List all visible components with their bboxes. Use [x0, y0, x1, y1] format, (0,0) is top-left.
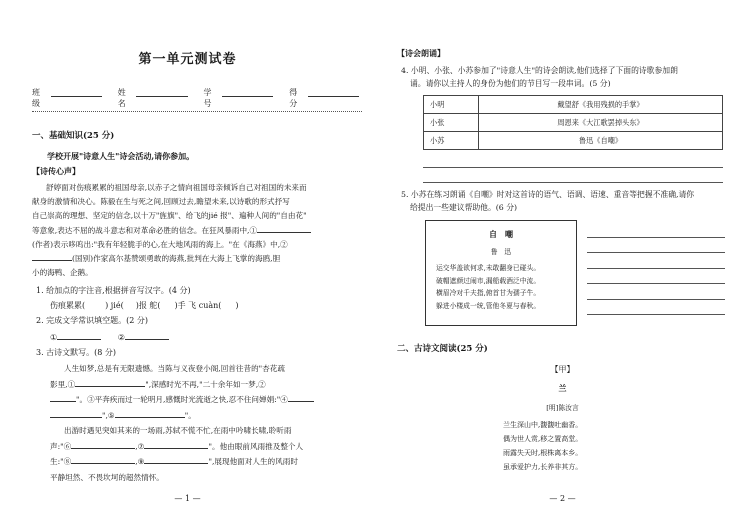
q3-body: [50, 361, 358, 485]
poem-line: 运交华盖欲何求,未敢翻身已碰头。: [436, 264, 541, 272]
q1-item-2: ): [105, 301, 109, 310]
recital-subhead: 【诗会朗诵】: [397, 48, 445, 58]
blank-author[interactable]: [257, 224, 311, 233]
q2-blank-b[interactable]: [125, 331, 169, 340]
q3-line-2: [50, 377, 358, 393]
q3-line-7a: 生:"⑧: [50, 457, 72, 466]
passage: [32, 181, 357, 280]
q3-blank-4b[interactable]: [50, 409, 102, 418]
q5-answer-lines[interactable]: [587, 222, 725, 315]
q3-blank-1[interactable]: [75, 378, 145, 387]
table-row: [424, 132, 723, 150]
section1-heading: 一、基础知识(25 分): [32, 131, 115, 141]
passage-line-3b: jié 报"、遍种人间的"自由花": [208, 211, 307, 221]
score-label: 得分: [289, 88, 298, 108]
poem-line: 横眉冷对千夫指,俯首甘为孺子牛。: [436, 289, 541, 297]
q2-blank-a[interactable]: [57, 331, 101, 340]
answer-line[interactable]: [587, 238, 725, 254]
poem2-line: 虽承爱护力,长养非其方。: [503, 463, 583, 471]
name-field[interactable]: [136, 87, 187, 97]
passage-line-6: [32, 252, 357, 266]
dotted-divider: [32, 111, 362, 112]
q3-line-6a: 声:"⑥: [50, 441, 72, 451]
poem-title: 自 嘲: [489, 229, 513, 239]
id-field[interactable]: [222, 87, 273, 97]
q4-prompt: [401, 64, 731, 90]
table-cell-poem: 鲁迅《自嘲》: [479, 132, 723, 150]
q1-item-5: 舵(: [149, 301, 161, 310]
q3-line-6b: ,⑦: [135, 441, 145, 451]
q3-line-3: [50, 392, 358, 408]
page-number-1: — 1 —: [174, 494, 201, 503]
poem-jia-label: 【甲】: [550, 365, 575, 374]
q1-item-1: 伤痕累累(: [50, 301, 86, 310]
q1-item-4: )报: [135, 301, 147, 310]
table-cell-name: 小苏: [424, 132, 479, 150]
q3-line-3a: "。③平奔疾而过一轮明月,感慨时光流逝之快,忍不住问婵娟:"④: [76, 395, 288, 404]
q2-blanks: [50, 331, 169, 342]
q3-label: 3. 古诗文默写。(8 分): [36, 348, 117, 357]
q3-line-7: [50, 454, 358, 470]
passage-line-4: [32, 224, 357, 238]
poem-line: 躲进小楼成一统,管他冬夏与春秋。: [436, 301, 541, 310]
name-label: 姓名: [117, 88, 126, 108]
score-field[interactable]: [308, 87, 359, 97]
passage-line-6a: (国别)作家高尔基赞颂勇敢的海燕,批判在大海上飞掌的海鸥,胆: [72, 254, 281, 264]
q2-mark-b: ②: [117, 333, 125, 342]
q5-prompt: [401, 188, 731, 214]
answer-line[interactable]: [587, 300, 725, 316]
q3-line-4b: "。: [184, 410, 196, 420]
poem-box-zichao: [425, 220, 577, 326]
answer-line[interactable]: [423, 152, 723, 168]
passage-line-5: (作者)表示哆呜出:"我有年轻脆手的心,在大地风雨的海上。"在《海燕》中,②: [32, 239, 288, 249]
q3-blank-5[interactable]: [115, 409, 185, 418]
poem2-line: 雨露失天时,根株离本乡。: [503, 449, 583, 457]
table-row: [424, 114, 723, 132]
class-label: 班级: [32, 88, 40, 108]
poem2-line: 兰生深山中,馥馥吐幽香。: [503, 421, 583, 429]
q3-line-7b: ,⑨: [135, 457, 145, 466]
q5-line-2: 给提出一些建议帮助他。(6 分): [410, 203, 518, 212]
class-field[interactable]: [51, 87, 102, 97]
q1-item-7: 飞 cuàn(: [188, 301, 222, 310]
q3-line-2b: ",深感时光不再,"二十余年如一梦,②: [145, 379, 266, 389]
passage-line-3: [32, 209, 357, 223]
passage-line-3a: 自己崇高的理想、坚定的信念,以十万"旌旗"、给飞的: [32, 211, 209, 221]
table-cell-poem: 周恩来《大江歌罢掉头东》: [479, 114, 723, 132]
right-page: [375, 0, 750, 530]
q1-label: 1. 给加点的字注音,根据拼音写汉字。(4 分): [36, 286, 191, 295]
q3-line-4: [50, 408, 358, 424]
poem-lines: [426, 262, 576, 312]
section1-subhead: 【诗传心声】: [32, 166, 80, 176]
table-row: [424, 96, 723, 114]
page-title: 第一单元测试卷: [138, 52, 237, 67]
poem-author: 鲁 迅: [490, 248, 512, 256]
student-info-row: [32, 87, 375, 109]
q4-line-1: 4. 小明、小张、小苏参加了"诗意人生"的诗会朗读,他们选择了下面的诗歌参加朗: [401, 66, 678, 75]
q3-blank-2[interactable]: [50, 393, 76, 402]
q3-line-4a: ",⑤: [102, 410, 115, 420]
q3-line-6: [50, 439, 358, 455]
poem2-title: 兰: [558, 383, 567, 393]
q4-line-2: 诵。请你以主持人的身份为他们的节目写一段串词。(5 分): [410, 79, 611, 88]
table-cell-name: 小明: [424, 96, 479, 114]
q1-item-6: )手: [174, 301, 186, 310]
answer-line[interactable]: [587, 284, 725, 300]
q3-line-7c: ",展现他面对人生的风雨时: [208, 457, 298, 466]
section2-heading: 二、古诗文阅读(25 分): [397, 344, 488, 354]
q3-line-1: 人生如梦,总是有无限遗憾。当陈与义夜登小阁,回首往昔的"杏花疏: [64, 364, 285, 373]
blank-country[interactable]: [32, 252, 72, 261]
q1-items: [50, 300, 350, 311]
q1-item-8: ): [235, 301, 239, 310]
q3-line-8: 平静坦然、不畏坎坷的超然情怀。: [50, 472, 164, 482]
q3-line-6c: "。他由眼前风雨推及整个人: [208, 441, 304, 451]
q2-mark-a: ①: [50, 333, 58, 342]
table-cell-poem: 戴望舒《我用残损的手掌》: [479, 96, 723, 114]
passage-line-2: 献身的激情和决心。陈毅在生与死之间,回顾过去,瞻望未来,以诗歌的形式抒写: [32, 197, 290, 207]
q3-blank-7[interactable]: [144, 440, 208, 449]
participant-table: [423, 95, 723, 150]
answer-line[interactable]: [587, 253, 725, 269]
q3-blank-6[interactable]: [71, 440, 135, 449]
q1-item-3: jié(: [110, 301, 124, 310]
q3-blank-4[interactable]: [288, 393, 314, 402]
id-label: 学号: [203, 88, 212, 108]
q2-label: 2. 完成文学常识填空题。(2 分): [36, 316, 149, 325]
q5-line-1: 5. 小苏在练习朗诵《自嘲》时对这首诗的语气、语调、语速、重音等把握不准确,请你: [401, 190, 695, 199]
q3-line-5: 出游时遇见突如其来的一场雨,苏轼不慌不忙,在雨中吟啸长啸,聆听雨: [64, 426, 292, 435]
passage-line-7: 小的海鸭、企鹅。: [32, 268, 93, 278]
page-number-2: — 2 —: [549, 494, 576, 503]
poem2-author: [明]陈汝言: [546, 404, 579, 412]
q3-blank-9[interactable]: [144, 455, 208, 464]
section1-intro: 学校开展"诗意人生"诗会活动,请你参加。: [47, 151, 195, 161]
poem2-line: 偶为世人赏,移之置高堂。: [503, 435, 583, 443]
passage-line-1: 舒婷面对伤痕累累的祖国母亲,以赤子之情向祖国母亲倾诉自己对祖国的未来而: [46, 183, 307, 192]
poem-line: 破帽遮颜过闹市,漏船载酒泛中流。: [436, 276, 541, 285]
answer-line[interactable]: [587, 222, 725, 238]
q3-line-2a: 影里,①: [50, 379, 76, 389]
table-cell-name: 小张: [424, 114, 479, 132]
poem2-lines: [503, 418, 582, 474]
q3-blank-8[interactable]: [71, 455, 135, 464]
passage-line-4a: 等意象,表达不屈的战斗意志和对革命必胜的信念。在狂风暴雨中,①: [32, 225, 258, 235]
q4-answer-lines[interactable]: [423, 152, 723, 183]
answer-line[interactable]: [423, 168, 723, 184]
answer-line[interactable]: [587, 269, 725, 285]
